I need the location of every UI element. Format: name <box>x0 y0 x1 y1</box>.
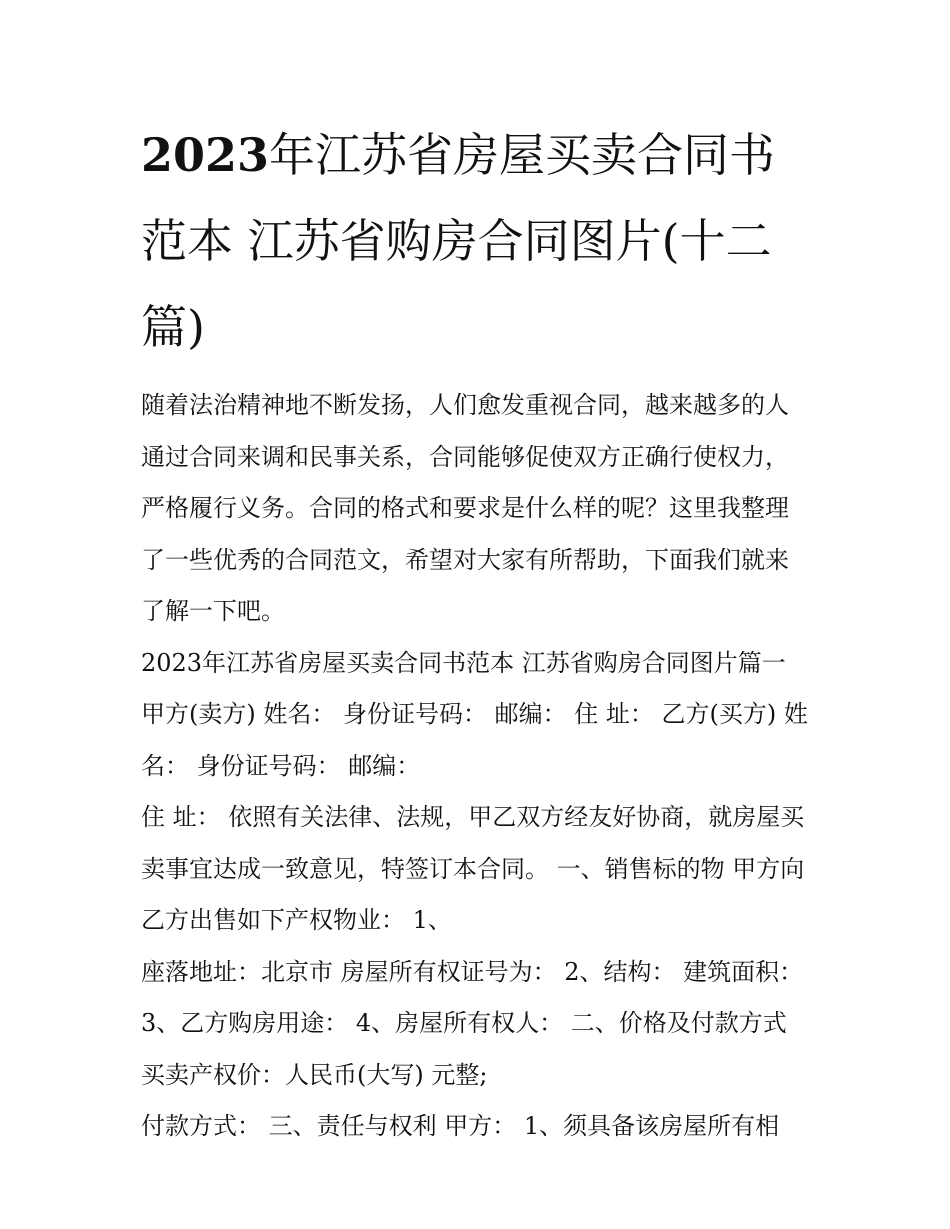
property-paragraph: 座落地址：北京市 房屋所有权证号为： 2、结构： 建筑面积： 3、乙方购房用途： 4、房屋所有权人： 二、价格及付款方式 买卖产权价：人民币(大写) 元整; <box>141 957 804 1089</box>
document-title <box>141 112 810 370</box>
address-paragraph: 住 址： 依照有关法律、法规，甲乙双方经友好协商，就房屋买卖事宜达成一致意见，特签订本合同。 一、销售标的物 甲方向乙方出售如下产权物业： 1、 <box>141 803 805 934</box>
title-year: 2023 <box>141 128 270 182</box>
section-heading: 2023年江苏省房屋买卖合同书范本 江苏省购房合同图片篇一 <box>141 648 786 677</box>
title-text: 年江苏省房屋买卖合同书范本 江苏省购房合同图片(十二篇) <box>141 128 776 354</box>
payment-paragraph: 付款方式： 三、责任与权利 甲方： 1、须具备该房屋所有相 <box>141 1112 780 1140</box>
intro-paragraph: 随着法治精神地不断发扬，人们愈发重视合同，越来越多的人通过合同来调和民事关系，合同能够促使双方正确行使权力，严格履行义务。合同的格式和要求是什么样的呢？这里我整理了一些优秀的合同范文，希望对大家有所帮助，下面我们就来了解一下吧。 <box>141 391 789 625</box>
party-info-paragraph: 甲方(卖方) 姓名： 身份证号码： 邮编： 住 址： 乙方(买方) 姓名： 身份证号码： 邮编： <box>141 700 808 780</box>
